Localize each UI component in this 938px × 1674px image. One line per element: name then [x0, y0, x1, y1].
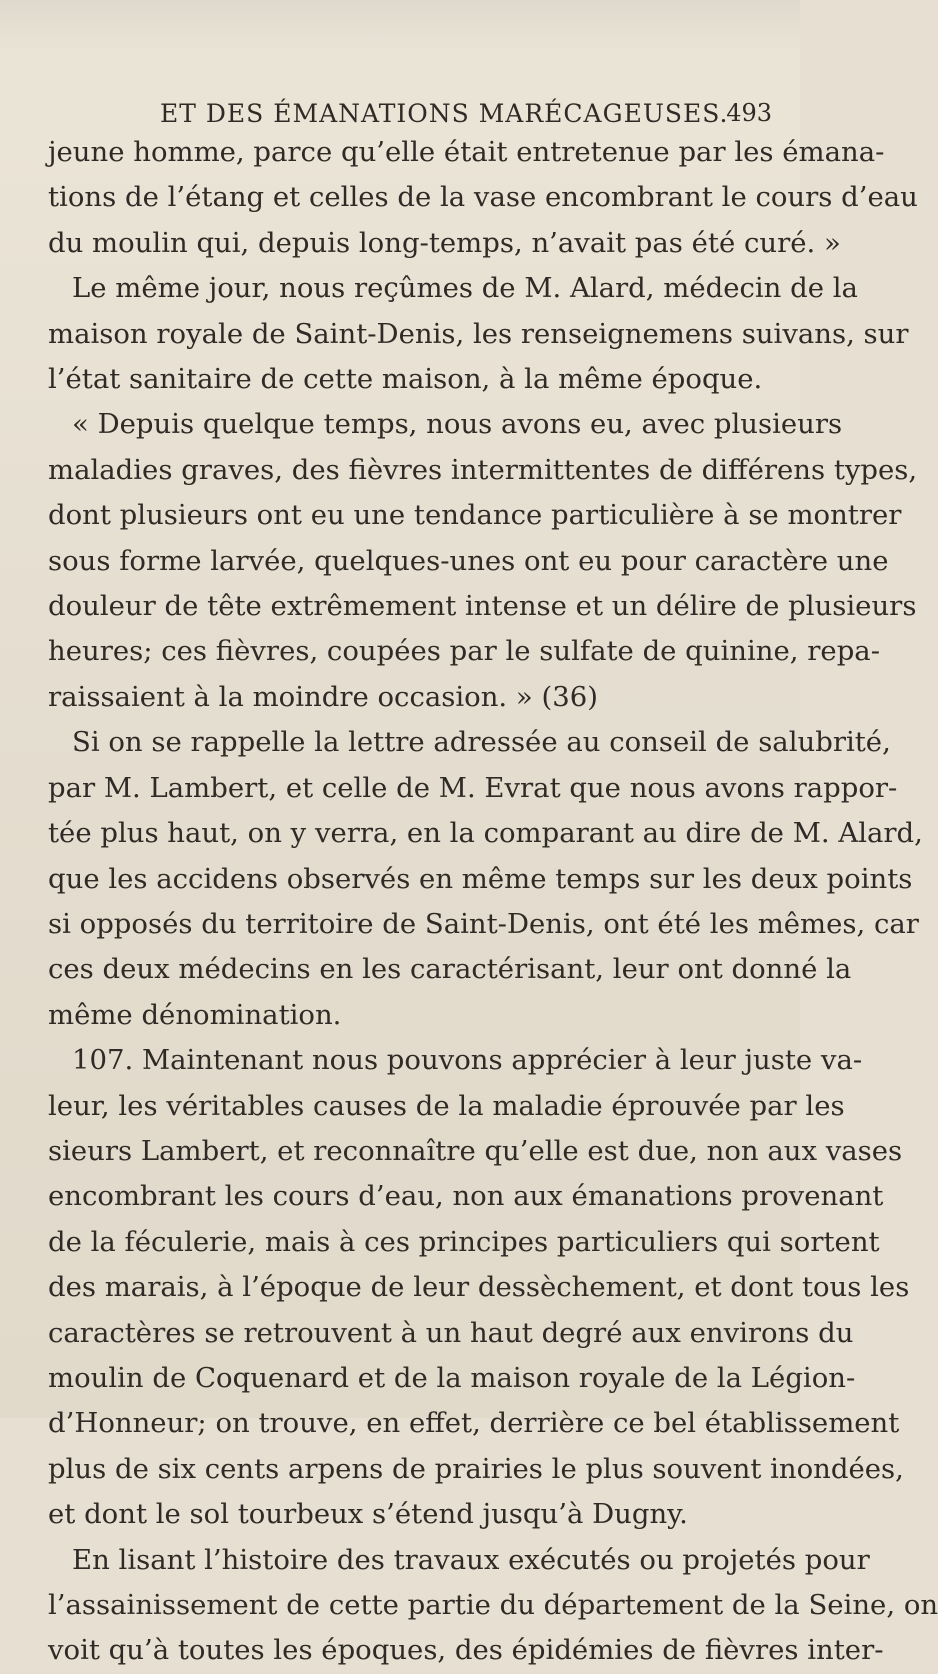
- text-line: En lisant l’histoire des travaux exécutés ou projetés pour: [72, 1543, 870, 1576]
- text-line: par M. Lambert, et celle de M. Evrat que nous avons rappor-: [48, 771, 898, 804]
- text-line: même dénomination.: [48, 998, 342, 1031]
- text-line: leur, les véritables causes de la maladie éprouvée par les: [48, 1089, 845, 1122]
- text-line: l’assainissement de cette partie du département de la Seine, on: [48, 1589, 938, 1621]
- text-line: douleur de tête extrêmement intense et un délire de plusieurs: [48, 590, 917, 623]
- text-line: ces deux médecins en les caractérisant, leur ont donné la: [48, 953, 852, 986]
- text-line: jeune homme, parce qu’elle était entretenue par les émana-: [48, 136, 885, 168]
- body-text: [48, 130, 938, 1674]
- text-line: de la féculerie, mais à ces principes particuliers qui sortent: [48, 1225, 880, 1258]
- text-line: que les accidens observés en même temps sur les deux points: [48, 862, 913, 895]
- text-line: 107. Maintenant nous pouvons apprécier à leur juste va-: [72, 1044, 863, 1077]
- text-line: sous forme larvée, quelques-unes ont eu pour caractère une: [48, 544, 889, 577]
- text-line: et dont le sol tourbeux s’étend jusqu’à Dugny.: [48, 1498, 688, 1531]
- text-line: maison royale de Saint-Denis, les renseignemens suivans, sur: [48, 317, 909, 350]
- text-line: Le même jour, nous reçûmes de M. Alard, médecin de la: [72, 272, 858, 305]
- text-line: du moulin qui, depuis long-temps, n’avait pas été curé. »: [48, 226, 841, 259]
- text-line: Si on se rappelle la lettre adressée au conseil de salubrité,: [72, 726, 891, 759]
- text-line: heures; ces fièvres, coupées par le sulfate de quinine, repa-: [48, 635, 880, 668]
- text-line: moulin de Coquenard et de la maison royale de la Légion-: [48, 1361, 856, 1394]
- text-line: caractères se retrouvent à un haut degré aux environs du: [48, 1316, 854, 1349]
- text-line: encombrant les cours d’eau, non aux émanations provenant: [48, 1180, 884, 1213]
- text-line: raissaient à la moindre occasion. » (36): [48, 680, 598, 713]
- text-line: tée plus haut, on y verra, en la comparant au dire de M. Alard,: [48, 817, 923, 850]
- text-line: plus de six cents arpens de prairies le plus souvent inondées,: [48, 1452, 904, 1485]
- text-line: maladies graves, des fièvres intermittentes de différens types,: [48, 453, 918, 486]
- text-line: des marais, à l’époque de leur dessèchement, et dont tous les: [48, 1271, 910, 1304]
- page-number: 493: [726, 99, 772, 127]
- text-line: sieurs Lambert, et reconnaître qu’elle est due, non aux vases: [48, 1134, 903, 1167]
- text-line: d’Honneur; on trouve, en effet, derrière ce bel établissement: [48, 1407, 900, 1440]
- text-line: si opposés du territoire de Saint-Denis, ont été les mêmes, car: [48, 907, 919, 940]
- page-shadow: [0, 0, 800, 55]
- running-title: ET DES ÉMANATIONS MARÉCAGEUSES.: [160, 99, 729, 128]
- text-line: voit qu’à toutes les époques, des épidémies de fièvres inter-: [48, 1634, 884, 1667]
- text-line: « Depuis quelque temps, nous avons eu, avec plusieurs: [72, 408, 843, 441]
- text-line: dont plusieurs ont eu une tendance particulière à se montrer: [48, 499, 902, 532]
- text-line: l’état sanitaire de cette maison, à la même époque.: [48, 363, 763, 396]
- text-line: tions de l’étang et celles de la vase encombrant le cours d’eau: [48, 181, 918, 214]
